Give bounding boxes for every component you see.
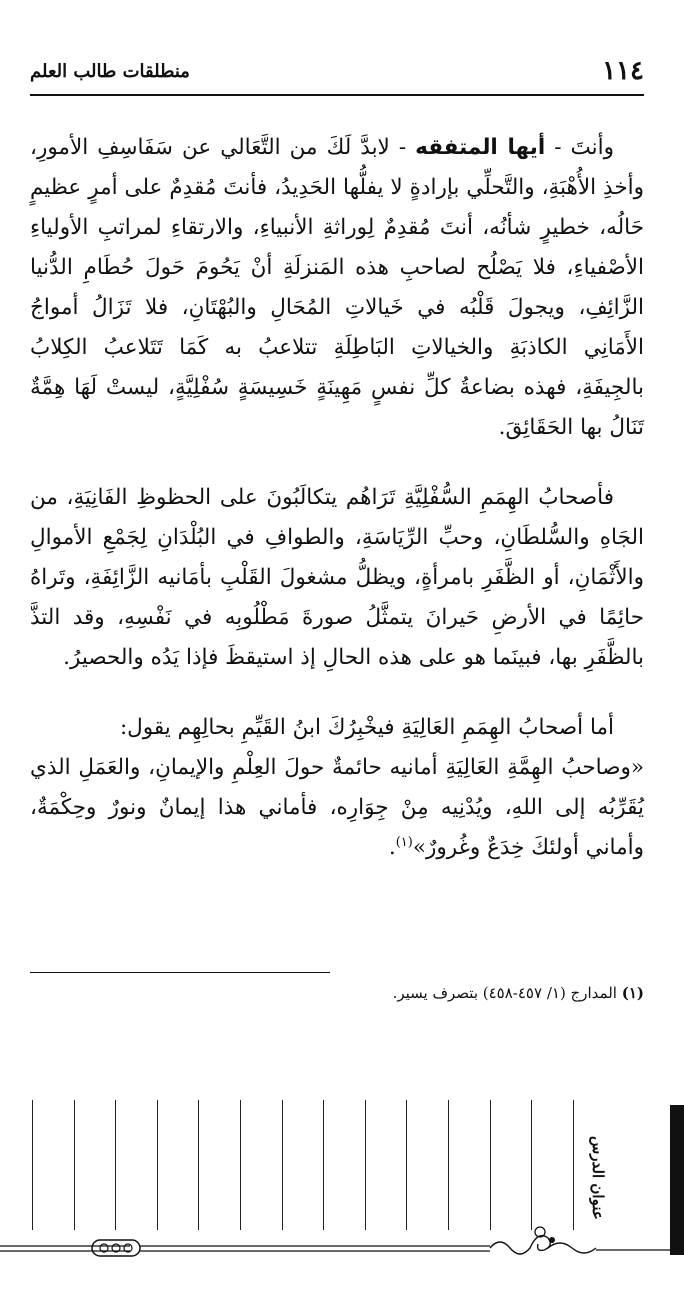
note-line [240, 1100, 241, 1230]
footnote [30, 980, 644, 1006]
note-line [74, 1100, 75, 1230]
paragraph-1-after: - لابدَّ لَكَ من التَّعَالي عن سَفَاسِفِ الأمورِ، وأخذِ الأُهْبَةِ، والتَّحلِّي بإرادةٍ لا يفلُّها الحَدِيدُ، فأنتَ مُقدِمٌ على أمرٍ عظيمٍ حَالُه، خطيرٍ شأنُه، أنتَ مُقدِمٌ لِوراثةِ الأنبياءِ، والارتقاءِ لمراتبِ الأولياءِ الأصْفياءِ، فلا يَصْلُح لصاحبِ هذه المَنزلَةِ أنْ يَحُومَ حَولَ حُطَامِ الدُّنيا الزَّائِفِ، ويجولَ قَلْبُه في خَيالاتِ المُحَالِ والبُهْتَانِ، فلا تَزَالُ أمواجُ الأَمَانِي الكاذبَةِ والخيالاتِ البَاطِلَةِ تتلاعبُ به كَمَا تَتَلاعبُ الكِلابُ بالجِيفَةِ، فهذه بضاعةُ كلِّ نفسٍ مَهِينَةٍ خَسِيسَةٍ سُفْلِيَّةٍ، ليستْ لَهَا هِمَّةٌ تَنَالُ بها الحَقَائِقَ. [30, 135, 644, 440]
footnote-text: المدارج (١/ ٤٥٧-٤٥٨) بتصرف يسير. [392, 984, 617, 1002]
page-number: ١١٤ [602, 56, 644, 86]
paragraph-3-intro: أما أصحابُ الهِمَمِ العَالِيَةِ فيخْبِرُكَ ابنُ القَيِّمِ بحالِهِم يقول: [119, 715, 614, 740]
note-line [531, 1100, 532, 1230]
footnote-rule [30, 972, 330, 973]
note-line [406, 1100, 407, 1230]
paragraph-1-emphasis: أيها المتفقه [415, 135, 546, 160]
paragraph-3 [30, 708, 644, 868]
paragraph-3-end: . [388, 835, 396, 860]
paragraph-2: فأصحابُ الهِمَمِ السُّفْلِيَّةِ تَرَاهُم يتكالَبُونَ على الحظوظِ الفَانِيَةِ، من الجَاهِ والسُّلطَانِ، وحبِّ الرِّيَاسَةِ، والطوافِ في البُلْدَانِ لِجَمْعِ الأموالِ والأَثْمَانِ، أو الظَّفَرِ بامرأةٍ، ويظلُّ مشغولَ القَلْبِ بأمَانيه الزَّائِفَةِ، وتَراهُ حائِمًا في الأرضِ حَيرانَ يتمثَّلُ صورةَ مَطْلُوبِه في نَفْسِهِ، وقد التذَّ بالظَّفَرِ بها، فبينَما هو على هذه الحالِ إذ استيقظَ فإذا يَدُه والحصيرُ. [30, 485, 644, 670]
note-line [323, 1100, 324, 1230]
header-rule [30, 94, 644, 96]
footnote-marker: (١) [395, 834, 413, 850]
note-line [573, 1100, 574, 1230]
note-line [32, 1100, 33, 1230]
running-title: منطلقات طالب العلم [30, 60, 190, 82]
note-line [365, 1100, 366, 1230]
note-line [490, 1100, 491, 1230]
paragraph-1-before: وأنتَ - [545, 135, 614, 160]
paragraph-1 [30, 128, 644, 448]
note-line [115, 1100, 116, 1230]
main-text [30, 128, 644, 898]
notes-lines [32, 1100, 574, 1230]
running-header [30, 52, 644, 90]
note-line [157, 1100, 158, 1230]
notes-label: عنوان الدرس [589, 1135, 607, 1220]
note-line [282, 1100, 283, 1230]
decorative-border-icon [0, 1220, 684, 1270]
note-line [198, 1100, 199, 1230]
note-line [448, 1100, 449, 1230]
paragraph-3-quote: «وصاحبُ الهِمَّةِ العَالِيَةِ أمانيه حائمةٌ حولَ العِلْمِ والإيمانِ، والعَمَلِ الذي يُقَرِّبُه إلى اللهِ، ويُدْنِيه مِنْ جِوَارِه، فأماني هذا إيمانٌ ونورٌ وحِكْمَةٌ، وأماني أولئكَ خِدَعٌ وغُرورٌ» [30, 755, 644, 860]
footnote-number: (١) [621, 984, 644, 1002]
